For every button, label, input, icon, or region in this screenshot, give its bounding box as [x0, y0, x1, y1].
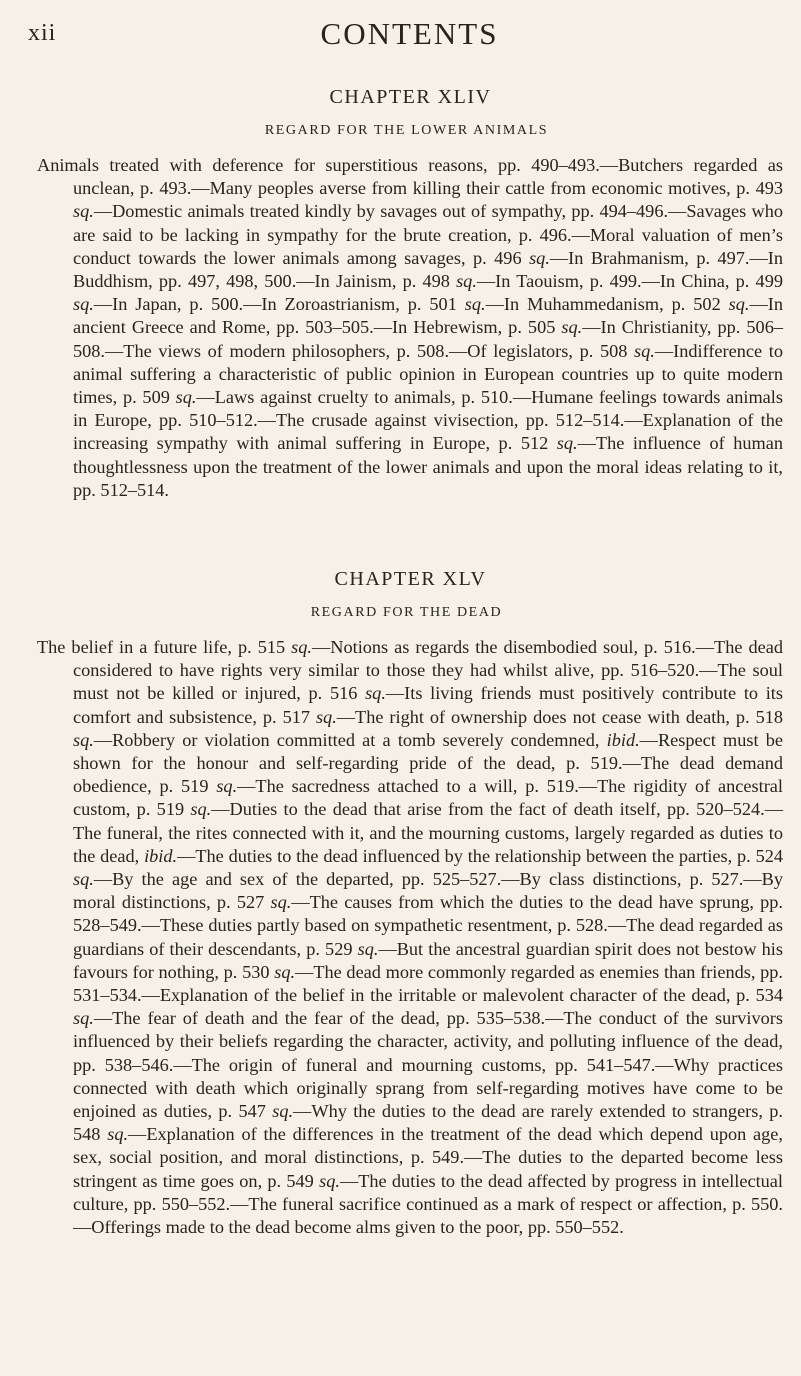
chapter-section-45: [0, 568, 801, 1239]
chapter-heading: CHAPTER XLV: [334, 568, 487, 590]
chapter-section-44: [0, 86, 801, 502]
page-number: xii: [28, 20, 57, 46]
chapter-summary: Animals treated with deference for superstitious reasons, pp. 490–493.—Butchers regarded as unclean, p. 493.—Many peoples averse from killing their cattle from economic motives, p. 493 sq.—Domestic animals treated kindly by savages out of sympathy, pp. 494–496.—Savages who are said to be lacking in sympathy for the brute creation, p. 496.—Moral valuation of men’s conduct towards the lower animals among savages, p. 496 sq.—In Brahmanism, p. 497.—In Buddhism, pp. 497, 498, 500.—In Jainism, p. 498 sq.—In Taouism, p. 499.—In China, p. 499 sq.—In Japan, p. 500.—In Zoroastrianism, p. 501 sq.—In Muhammedanism, p. 502 sq.—In ancient Greece and Rome, pp. 503–505.—In Hebrewism, p. 505 sq.—In Christianity, pp. 506–508.—The views of modern philosophers, p. 508.—Of legislators, p. 508 sq.—Indifference to animal suffering a characteristic of public opinion in European countries up to quite modern times, p. 509 sq.—Laws against cruelty to animals, p. 510.—Humane feelings towards animals in Europe, pp. 510–512.—The crusade against vivisection, pp. 512–514.—Explanation of the increasing sympathy with animal suffering in Europe, p. 512 sq.—The influence of human thoughtlessness upon the treatment of the lower animals and upon the moral ideas relating to it, pp. 512–514.: [37, 155, 783, 500]
chapter-subject: REGARD FOR THE LOWER ANIMALS: [264, 123, 549, 138]
running-head: [0, 10, 801, 54]
chapter-subject: REGARD FOR THE DEAD: [310, 605, 503, 620]
chapter-summary: The belief in a future life, p. 515 sq.—Notions as regards the disembodied soul, p. 516.—The dead considered to have rights very similar to those they had whilst alive, pp. 516–520.—The soul must not be killed or injured, p. 516 sq.—Its living friends must positively contribute to its comfort and subsistence, p. 517 sq.—The right of ownership does not cease with death, p. 518 sq.—Robbery or violation committed at a tomb severely condemned, ibid.—Respect must be shown for the honour and self-regarding pride of the dead, p. 519.—The dead demand obedience, p. 519 sq.—The sacredness attached to a will, p. 519.—The rigidity of ancestral custom, p. 519 sq.—Duties to the dead that arise from the fact of death itself, pp. 520–524.—The funeral, the rites connected with it, and the mourning customs, largely regarded as duties to the dead, ibid.—The duties to the dead influenced by the relationship between the parties, p. 524 sq.—By the age and sex of the departed, pp. 525–527.—By class distinctions, p. 527.—By moral distinctions, p. 527 sq.—The causes from which the duties to the dead have sprung, pp. 528–549.—These duties partly based on sympathetic resentment, p. 528.—The dead regarded as guardians of their descendants, p. 529 sq.—But the ancestral guardian spirit does not bestow his favours for nothing, p. 530 sq.—The dead more commonly regarded as enemies than friends, pp. 531–534.—Explanation of the belief in the irritable or malevolent character of the dead, p. 534 sq.—The fear of death and the fear of the dead, pp. 535–538.—The conduct of the survivors influenced by their beliefs regarding the character, activity, and polluting influence of the dead, pp. 538–546.—The origin of funeral and mourning customs, pp. 541–547.—Why practices connected with death which originally sprang from self-regarding motives have come to be enjoined as duties, p. 547 sq.—Why the duties to the dead are rarely extended to strangers, p. 548 sq.—Explanation of the differences in the treatment of the dead which depend upon age, sex, social position, and moral distinctions, p. 549.—The duties to the departed become less stringent as time goes on, p. 549 sq.—The duties to the dead affected by progress in intellectual culture, pp. 550–552.—The funeral sacrifice continued as a mark of respect or affection, p. 550.—Offerings made to the dead become alms given to the poor, pp. 550–552.: [37, 637, 784, 1238]
chapter-heading: CHAPTER XLIV: [329, 86, 492, 108]
running-title: CONTENTS: [320, 16, 499, 51]
